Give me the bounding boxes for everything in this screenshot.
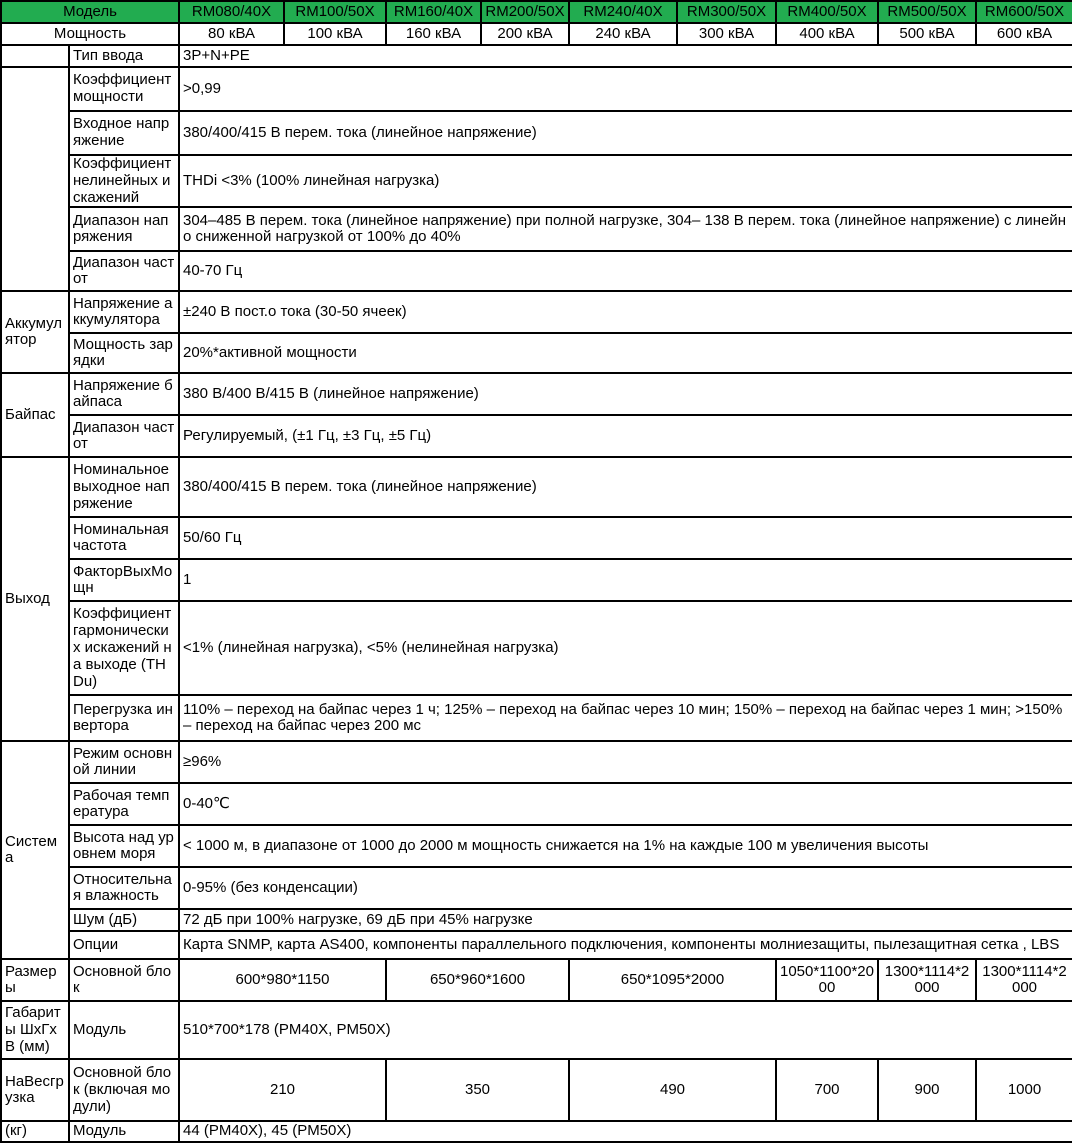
power-value: 100 кВА (284, 23, 386, 45)
model-header: RM600/50X (976, 1, 1072, 23)
dimension-value: 650*960*1600 (386, 959, 569, 1001)
spec-value: 0-95% (без конденсации) (179, 867, 1072, 909)
spec-value: < 1000 м, в диапазоне от 1000 до 2000 м мощность снижается на 1% на каждые 100 м увеличения высоты (179, 825, 1072, 867)
spec-value: 1 (179, 559, 1072, 601)
spec-value: 110% – переход на байпас через 1 ч; 125% – переход на байпас через 10 мин; 150% – переход на байпас через 1 мин; >150% – переход на байпас через 200 мс (179, 695, 1072, 741)
dimension-value: 510*700*178 (PM40X, PM50X) (179, 1001, 1072, 1059)
spec-row (1, 373, 1072, 415)
spec-row (1, 601, 1072, 695)
spec-value: THDi <3% (100% линейная нагрузка) (179, 155, 1072, 207)
spec-row (1, 67, 1072, 111)
param-label: Основной блок (69, 959, 179, 1001)
spec-value: 304–485 В перем. тока (линейное напряжение) при полной нагрузке, 304– 138 В перем. тока (линейное напряжение) с линейно сниженной нагрузкой от 100% до 40% (179, 207, 1072, 251)
weight-main-unit-row (1, 1059, 1072, 1121)
dimension-value: 650*1095*2000 (569, 959, 776, 1001)
section-label-battery: Аккумулятор (1, 291, 69, 373)
param-label: Напряжение байпаса (69, 373, 179, 415)
spec-value: 72 дБ при 100% нагрузке, 69 дБ при 45% нагрузке (179, 909, 1072, 931)
power-label: Мощность (1, 23, 179, 45)
spec-row (1, 783, 1072, 825)
weight-module-row (1, 1121, 1072, 1142)
spec-row (1, 207, 1072, 251)
dimension-value: 1300*1114*2000 (878, 959, 976, 1001)
spec-row (1, 559, 1072, 601)
param-label: Коэффициент нелинейных искажений (69, 155, 179, 207)
spec-value: 50/60 Гц (179, 517, 1072, 559)
weight-value: 350 (386, 1059, 569, 1121)
spec-value: 20%*активной мощности (179, 333, 1072, 373)
section-label-dimensions: Размеры (1, 959, 69, 1001)
param-label: Опции (69, 931, 179, 959)
spec-row (1, 45, 1072, 67)
weight-value: 490 (569, 1059, 776, 1121)
param-label: Напряжение аккумулятора (69, 291, 179, 333)
weight-value: 900 (878, 1059, 976, 1121)
spec-value: 3P+N+PE (179, 45, 1072, 67)
model-header: RM160/40X (386, 1, 481, 23)
section-label-output: Выход (1, 457, 69, 741)
weight-value: 1000 (976, 1059, 1072, 1121)
weight-value: 210 (179, 1059, 386, 1121)
spec-row (1, 415, 1072, 457)
spec-row (1, 931, 1072, 959)
param-label: Высота над уровнем моря (69, 825, 179, 867)
power-value: 240 кВА (569, 23, 677, 45)
param-label: Коэффициент гармонических искажений на выходе (THDu) (69, 601, 179, 695)
param-label: Диапазон напряжения (69, 207, 179, 251)
power-value: 80 кВА (179, 23, 284, 45)
spec-value: ±240 В пост.о тока (30-50 ячеек) (179, 291, 1072, 333)
section-label-weight: НаВесгрузка (1, 1059, 69, 1121)
param-label: Входное напряжение (69, 111, 179, 155)
spec-value: <1% (линейная нагрузка), <5% (нелинейная нагрузка) (179, 601, 1072, 695)
param-label: Диапазон частот (69, 251, 179, 291)
power-value: 500 кВА (878, 23, 976, 45)
spec-row (1, 517, 1072, 559)
power-value: 400 кВА (776, 23, 878, 45)
spec-row (1, 695, 1072, 741)
section-label-input-empty (1, 45, 69, 67)
param-label: Диапазон частот (69, 415, 179, 457)
section-label-system: Система (1, 741, 69, 959)
spec-row (1, 111, 1072, 155)
weight-value: 44 (PM40X), 45 (PM50X) (179, 1121, 1072, 1142)
model-header: RM240/40X (569, 1, 677, 23)
model-header: RM200/50X (481, 1, 569, 23)
param-label: Номинальное выходное напряжение (69, 457, 179, 517)
spec-value: ≥96% (179, 741, 1072, 783)
spec-value: >0,99 (179, 67, 1072, 111)
power-value: 200 кВА (481, 23, 569, 45)
section-label-input-empty (1, 67, 69, 291)
power-row (1, 23, 1072, 45)
dimensions-module-row (1, 1001, 1072, 1059)
spec-value: 380/400/415 В перем. тока (линейное напряжение) (179, 111, 1072, 155)
param-label: Номинальная частота (69, 517, 179, 559)
spec-value: 380 В/400 В/415 В (линейное напряжение) (179, 373, 1072, 415)
dimension-value: 600*980*1150 (179, 959, 386, 1001)
model-header-label: Модель (1, 1, 179, 23)
param-label: Основной блок (включая модули) (69, 1059, 179, 1121)
power-value: 300 кВА (677, 23, 776, 45)
section-label-dimensions-unit: Габариты ШхГхВ (мм) (1, 1001, 69, 1059)
power-value: 600 кВА (976, 23, 1072, 45)
spec-value: 0-40℃ (179, 783, 1072, 825)
spec-row (1, 741, 1072, 783)
dimension-value: 1300*1114*2000 (976, 959, 1072, 1001)
spec-value: 40-70 Гц (179, 251, 1072, 291)
param-label: Модуль (69, 1001, 179, 1059)
dimensions-main-unit-row (1, 959, 1072, 1001)
param-label: Шум (дБ) (69, 909, 179, 931)
param-label: ФакторВыхМощн (69, 559, 179, 601)
model-header-row (1, 1, 1072, 23)
spec-value: 380/400/415 В перем. тока (линейное напряжение) (179, 457, 1072, 517)
model-header: RM500/50X (878, 1, 976, 23)
spec-value: Карта SNMP, карта AS400, компоненты параллельного подключения, компоненты молниезащиты, пылезащитная сетка , LBS (179, 931, 1072, 959)
param-label: Перегрузка инвертора (69, 695, 179, 741)
spec-row (1, 333, 1072, 373)
dimension-value: 1050*1100*2000 (776, 959, 878, 1001)
param-label: Относительная влажность (69, 867, 179, 909)
spec-value: Регулируемый, (±1 Гц, ±3 Гц, ±5 Гц) (179, 415, 1072, 457)
param-label: Рабочая температура (69, 783, 179, 825)
model-header: RM300/50X (677, 1, 776, 23)
spec-row (1, 867, 1072, 909)
spec-row (1, 457, 1072, 517)
model-header: RM080/40X (179, 1, 284, 23)
spec-row (1, 909, 1072, 931)
param-label: Режим основной линии (69, 741, 179, 783)
param-label: Мощность зарядки (69, 333, 179, 373)
model-header: RM100/50X (284, 1, 386, 23)
model-header: RM400/50X (776, 1, 878, 23)
spec-row (1, 251, 1072, 291)
spec-row (1, 291, 1072, 333)
section-label-weight-unit: (кг) (1, 1121, 69, 1142)
param-label: Модуль (69, 1121, 179, 1142)
section-label-bypass: Байпас (1, 373, 69, 457)
spec-row (1, 155, 1072, 207)
power-value: 160 кВА (386, 23, 481, 45)
weight-value: 700 (776, 1059, 878, 1121)
spec-row (1, 825, 1072, 867)
param-label: Тип ввода (69, 45, 179, 67)
param-label: Коэффициент мощности (69, 67, 179, 111)
